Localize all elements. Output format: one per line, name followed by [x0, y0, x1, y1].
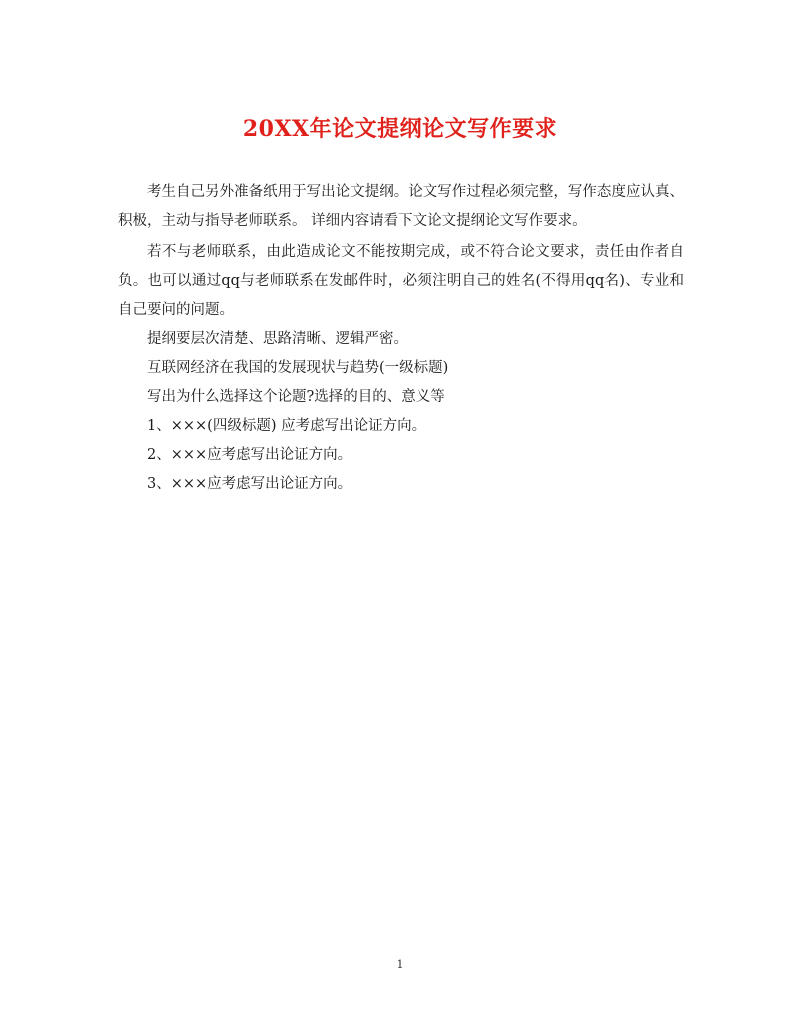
- paragraph-heading-level-1: 互联网经济在我国的发展现状与趋势(一级标题): [147, 360, 449, 376]
- document-title: 20XX年论文提纲论文写作要求: [242, 116, 558, 142]
- paragraph-intro: 考生自己另外准备纸用于写出论文提纲。论文写作过程必须完整，写作态度应认真、积极，主动与指导老师联系。 详细内容请看下文论文提纲论文写作要求。: [118, 184, 684, 229]
- paragraph-topic-reason: 写出为什么选择这个论题?选择的目的、意义等: [147, 389, 445, 405]
- paragraph-outline-rule: 提纲要层次清楚、思路清晰、逻辑严密。: [147, 331, 408, 347]
- list-item: 2、×××应考虑写出论证方向。: [147, 447, 353, 463]
- list-item: 3、×××应考虑写出论证方向。: [147, 476, 353, 492]
- list-item: 1、×××(四级标题) 应考虑写出论证方向。: [147, 418, 427, 434]
- page-number: 1: [396, 958, 404, 971]
- paragraph-contact: 若不与老师联系，由此造成论文不能按期完成，或不符合论文要求，责任由作者自负。也可以通过qq与老师联系在发邮件时，必须注明自己的姓名(不得用qq名)、专业和自己要问的问题。: [118, 244, 684, 318]
- document-body: [118, 178, 684, 499]
